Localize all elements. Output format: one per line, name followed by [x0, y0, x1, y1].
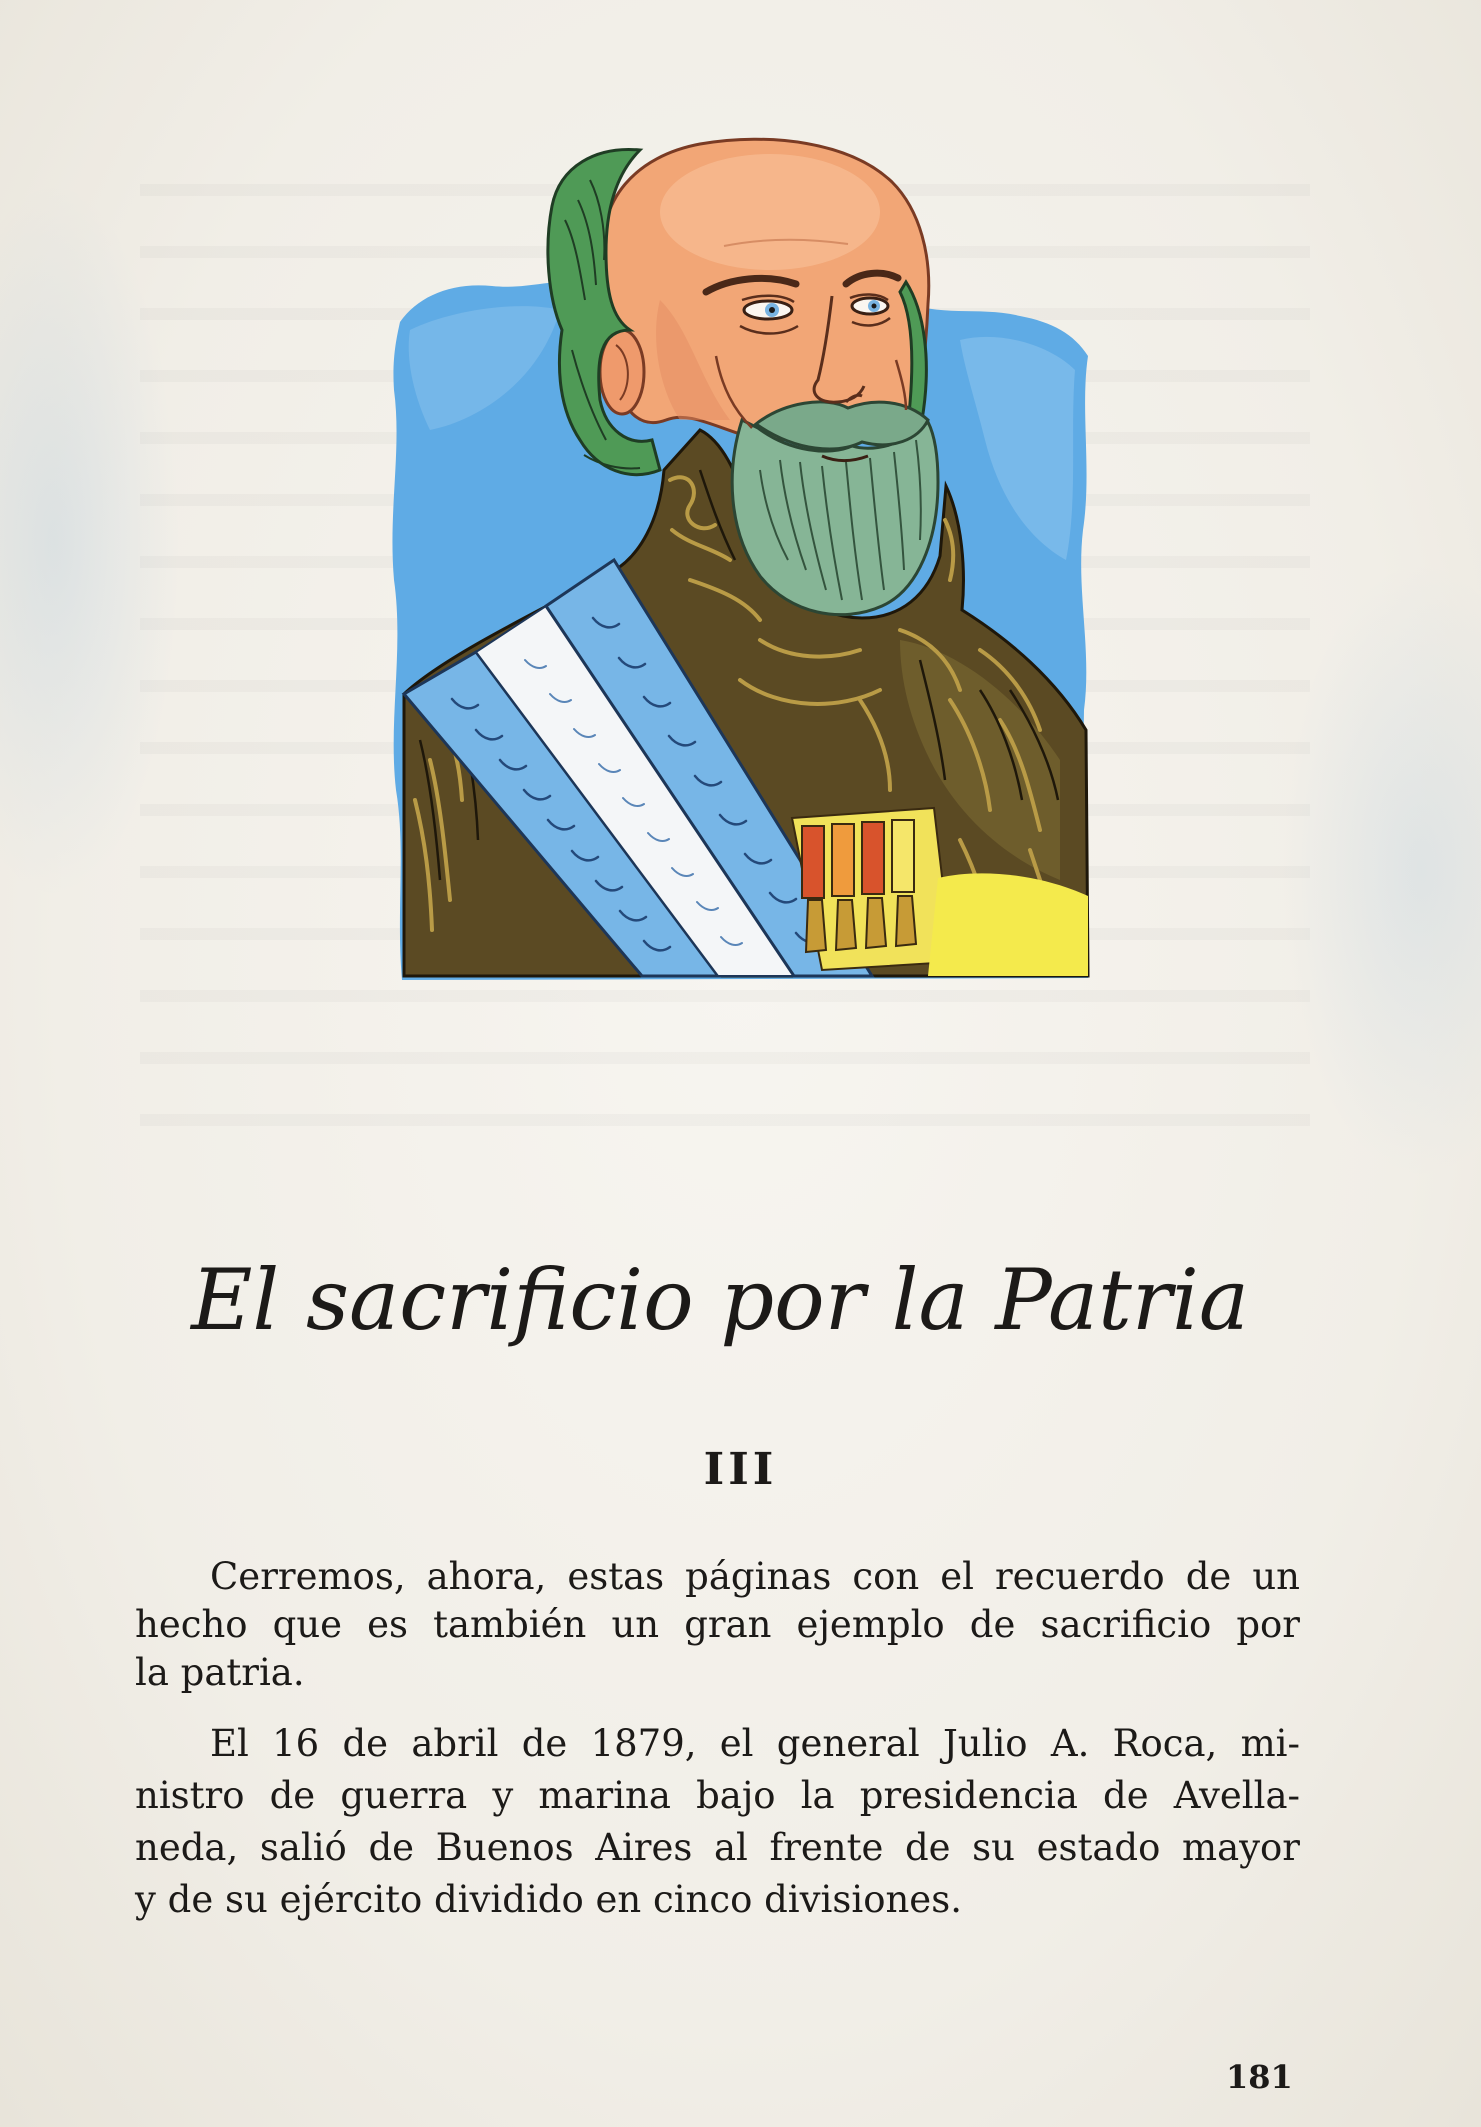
paragraph-line: neda, salió de Buenos Aires al frente de su estado mayor: [135, 1826, 1300, 1869]
paragraph-line: y de su ejército dividido en cinco divisiones.: [135, 1878, 962, 1921]
paragraph-1: [135, 1553, 1300, 1697]
medal-ribbon-yellow: [892, 820, 914, 892]
chapter-title: El sacrificio por la Patria: [191, 1251, 1249, 1349]
paragraph-line: nistro de guerra y marina bajo la presidencia de Avella-: [135, 1774, 1300, 1817]
medal-ribbon-red-2: [862, 822, 884, 894]
portrait-illustration: [380, 130, 1100, 990]
paper-blot-right: [1280, 560, 1481, 1180]
paragraph-line: la patria.: [135, 1651, 305, 1694]
head-highlight: [660, 154, 880, 270]
paragraph-line: hecho que es también un gran ejemplo de sacrificio por: [135, 1603, 1300, 1646]
paragraph-line: El 16 de abril de 1879, el general Julio A. Roca, mi-: [210, 1722, 1300, 1765]
paragraph-2: [135, 1718, 1300, 1926]
yellow-highlight: [928, 873, 1088, 976]
medal-ribbon-orange: [832, 824, 854, 896]
left-pupil: [769, 307, 775, 313]
page-number: 181: [1226, 2058, 1293, 2096]
medal-ribbon-red-1: [802, 826, 824, 898]
paper-blot-left: [0, 180, 180, 900]
section-number: III: [703, 1444, 778, 1495]
right-pupil: [872, 304, 877, 309]
paragraph-line: Cerremos, ahora, estas páginas con el recuerdo de un: [210, 1555, 1300, 1598]
head: [600, 139, 929, 440]
